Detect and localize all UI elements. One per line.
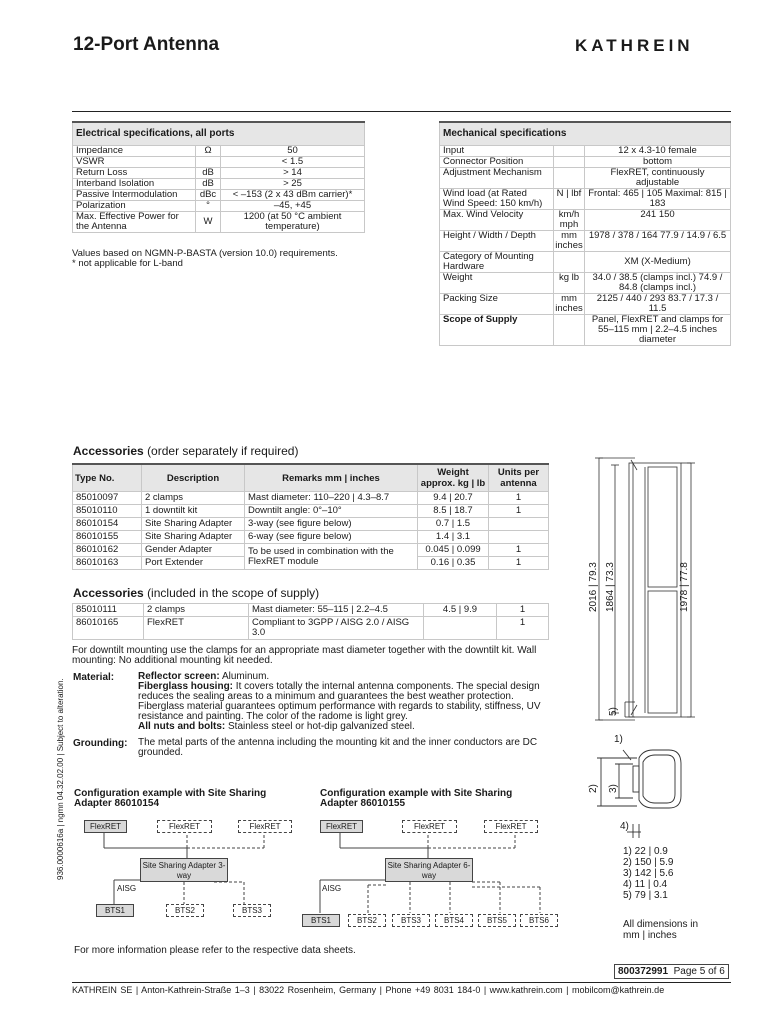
spec-value: 1200 (at 50 °C ambient temperature) xyxy=(221,212,365,233)
spec-name: Input xyxy=(440,146,554,157)
page-title: 12-Port Antenna xyxy=(73,34,220,55)
spec-value: XM (X-Medium) xyxy=(585,252,731,273)
spec-value: –45, +45 xyxy=(221,201,365,212)
config1-title: Configuration example with Site Sharing Adapter 86010154 xyxy=(74,788,267,809)
page-indicator: 800372991 Page 5 of 6 xyxy=(614,964,729,979)
spec-unit: W xyxy=(196,212,221,233)
aisg-label: AISG xyxy=(322,884,342,893)
accessories-table xyxy=(72,463,549,570)
spec-unit: dB xyxy=(196,179,221,190)
spec-name: Return Loss xyxy=(73,168,196,179)
side-reference: 936.0000616a | ngmn 04.32.02.00 | Subject to alteration. xyxy=(56,678,65,880)
spec-name: Packing Size xyxy=(440,294,554,315)
more-info-note: For more information please refer to the respective data sheets. xyxy=(74,945,356,956)
site-sharing-adapter-box: Site Sharing Adapter 3-way xyxy=(140,858,228,882)
dimension-legend: 1) 22 | 0.9 2) 150 | 5.9 3) 142 | 5.6 4) 11 | 0.4 5) 79 | 3.1 xyxy=(623,846,674,901)
spec-name: Passive Intermodulation xyxy=(73,190,196,201)
mounting-note: For downtilt mounting use the clamps for an appropriate mast diameter together with the downtilt kit. Wall mounting: No additional mounting kit needed. xyxy=(72,645,537,666)
spec-unit: mm inches xyxy=(555,230,583,251)
spec-unit: dBc xyxy=(196,190,221,201)
electrical-note: Values based on NGMN-P-BASTA (version 10.0) requirements. xyxy=(72,248,338,259)
dimension-marker: 5) xyxy=(608,707,619,716)
spec-value: < –153 (2 x 43 dBm carrier)* xyxy=(221,190,365,201)
flexret-box: FlexRET xyxy=(238,820,292,833)
spec-value: bottom xyxy=(585,157,731,168)
scope-accessories-table xyxy=(72,603,549,640)
spec-unit: N | lbf xyxy=(554,189,585,210)
spec-name: Scope of Supply xyxy=(440,315,554,346)
table-row: 85010110 1 downtilt kit Downtilt angle: 0°–10° 8.5 | 18.7 1 xyxy=(73,505,549,518)
spec-value: > 25 xyxy=(221,179,365,190)
accessories-heading: Accessories (order separately if required) xyxy=(73,444,299,458)
column-header: Weight approx. kg | lb xyxy=(418,464,489,492)
spec-name: Category of Mounting Hardware xyxy=(440,252,554,273)
column-header: Units per antenna xyxy=(489,464,549,492)
spec-value: < 1.5 xyxy=(221,157,365,168)
table-row: 85010097 2 clamps Mast diameter: 110–220 | 4.3–8.7 9.4 | 20.7 1 xyxy=(73,492,549,505)
material-text: Reflector screen: Aluminum. Fiberglass housing: It covers totally the internal antenna components. The special design reduces the sealing areas to a minimum and guarantees the best weather protection. Fiberglass material guarantees optimum performance with regards to stability, stiffness, UV resistance and painting. The color of the radome is light grey. All nuts and bolts: Stainless steel or hot-dip galvanized steel. xyxy=(138,671,541,732)
table-row: 85010111 2 clamps Mast diameter: 55–115 | 2.2–4.5 4.5 | 9.9 1 xyxy=(73,604,549,617)
spec-name: Max. Wind Velocity xyxy=(440,210,554,231)
spec-name: Wind load (at Rated Wind Speed: 150 km/h) xyxy=(440,189,554,210)
bts-box: BTS1 xyxy=(96,904,134,917)
spec-unit: ° xyxy=(196,201,221,212)
dimension-label: 1978 | 77.8 xyxy=(679,562,690,612)
units-note: All dimensions in mm | inches xyxy=(623,919,699,941)
spec-unit: kg lb xyxy=(554,273,585,294)
spec-unit: mm inches xyxy=(555,293,583,314)
spec-value: 34.0 / 38.5 (clamps incl.) 74.9 / 84.8 (clamps incl.) xyxy=(585,273,731,294)
spec-name: Interband Isolation xyxy=(73,179,196,190)
electrical-spec-table xyxy=(72,121,365,233)
grounding-label: Grounding: xyxy=(73,738,128,749)
spec-value: Frontal: 465 | 105 Maximal: 815 | 183 xyxy=(585,189,731,210)
flexret-box: FlexRET xyxy=(84,820,127,833)
flexret-box: FlexRET xyxy=(484,820,538,833)
spec-value: 2125 / 440 / 293 83.7 / 17.3 / 11.5 xyxy=(585,294,731,315)
scope-accessories-heading: Accessories (included in the scope of supply) xyxy=(73,586,320,600)
spec-name: Max. Effective Power for the Antenna xyxy=(73,212,196,233)
spec-value: 50 xyxy=(221,146,365,157)
bts-box: BTS2 xyxy=(348,914,386,927)
aisg-label: AISG xyxy=(117,884,137,893)
table-row: 86010165 FlexRET Compliant to 3GPP / AISG 2.0 / AISG 3.0 1 xyxy=(73,617,549,640)
spec-value: 241 150 xyxy=(585,210,731,231)
dimension-marker: 4) xyxy=(620,821,629,832)
flexret-box: FlexRET xyxy=(157,820,212,833)
spec-unit xyxy=(554,252,585,273)
bts-box: BTS6 xyxy=(520,914,558,927)
table-row: 86010154 Site Sharing Adapter 3-way (see figure below) 0.7 | 1.5 xyxy=(73,518,549,531)
spec-value: 12 x 4.3-10 female xyxy=(585,146,731,157)
flexret-box: FlexRET xyxy=(320,820,363,833)
mechanical-spec-table xyxy=(439,121,731,346)
spec-unit xyxy=(196,157,221,168)
bts-box: BTS3 xyxy=(392,914,430,927)
bts-box: BTS5 xyxy=(478,914,516,927)
spec-value: FlexRET, continuously adjustable xyxy=(585,168,731,189)
electrical-heading: Electrical specifications, all ports xyxy=(73,122,365,146)
footer-text: KATHREIN SE | Anton-Kathrein-Straße 1–3 | 83022 Rosenheim, Germany | Phone +49 8031 184-0 | www.kathrein.com | mobilcom@kathrein.de xyxy=(72,985,665,995)
bts-box: BTS3 xyxy=(233,904,271,917)
column-header: Description xyxy=(142,464,245,492)
spec-unit xyxy=(554,157,585,168)
site-sharing-adapter-box: Site Sharing Adapter 6-way xyxy=(385,858,473,882)
flexret-box: FlexRET xyxy=(402,820,457,833)
table-row: 86010162 Gender Adapter To be used in combination with the FlexRET module 0.045 | 0.099 1 xyxy=(73,544,549,557)
spec-unit: dB xyxy=(196,168,221,179)
bts-box: BTS4 xyxy=(435,914,473,927)
mechanical-heading: Mechanical specifications xyxy=(440,122,731,146)
spec-unit: Ω xyxy=(196,146,221,157)
spec-value: > 14 xyxy=(221,168,365,179)
footer-divider xyxy=(72,982,731,983)
bts-box: BTS1 xyxy=(302,914,340,927)
spec-name: Impedance xyxy=(73,146,196,157)
column-header: Remarks mm | inches xyxy=(245,464,418,492)
dimension-marker: 1) xyxy=(614,734,623,745)
spec-value: Panel, FlexRET and clamps for 55–115 mm | 2.2–4.5 inches diameter xyxy=(585,315,731,346)
spec-name: Connector Position xyxy=(440,157,554,168)
spec-name: Weight xyxy=(440,273,554,294)
material-label: Material: xyxy=(73,672,115,683)
spec-name: Adjustment Mechanism xyxy=(440,168,554,189)
spec-name: VSWR xyxy=(73,157,196,168)
table-row: 86010155 Site Sharing Adapter 6-way (see figure below) 1.4 | 3.1 xyxy=(73,531,549,544)
spec-unit xyxy=(554,168,585,189)
header-divider xyxy=(72,111,731,112)
dimension-marker: 2) xyxy=(588,784,599,793)
column-header: Type No. xyxy=(73,464,142,492)
grounding-text: The metal parts of the antenna including the mounting kit and the inner conductors are DC grounded. xyxy=(138,737,538,758)
electrical-footnote: * not applicable for L-band xyxy=(72,258,183,269)
bts-box: BTS2 xyxy=(166,904,204,917)
spec-value: 1978 / 378 / 164 77.9 / 14.9 / 6.5 xyxy=(585,231,731,252)
spec-unit: km/h mph xyxy=(554,210,585,231)
spec-name: Height / Width / Depth xyxy=(440,231,554,252)
config2-title: Configuration example with Site Sharing Adapter 86010155 xyxy=(320,788,513,809)
spec-unit xyxy=(554,146,585,157)
dimension-marker: 3) xyxy=(608,784,619,793)
spec-name: Polarization xyxy=(73,201,196,212)
spec-unit xyxy=(554,315,585,346)
dimension-label: 2016 | 79.3 xyxy=(588,562,599,612)
dimension-label: 1864 | 73.3 xyxy=(605,562,616,612)
table-row: 86010163 Port Extender 0.16 | 0.35 1 xyxy=(73,557,549,570)
brand-logo: KATHREIN xyxy=(575,36,694,55)
